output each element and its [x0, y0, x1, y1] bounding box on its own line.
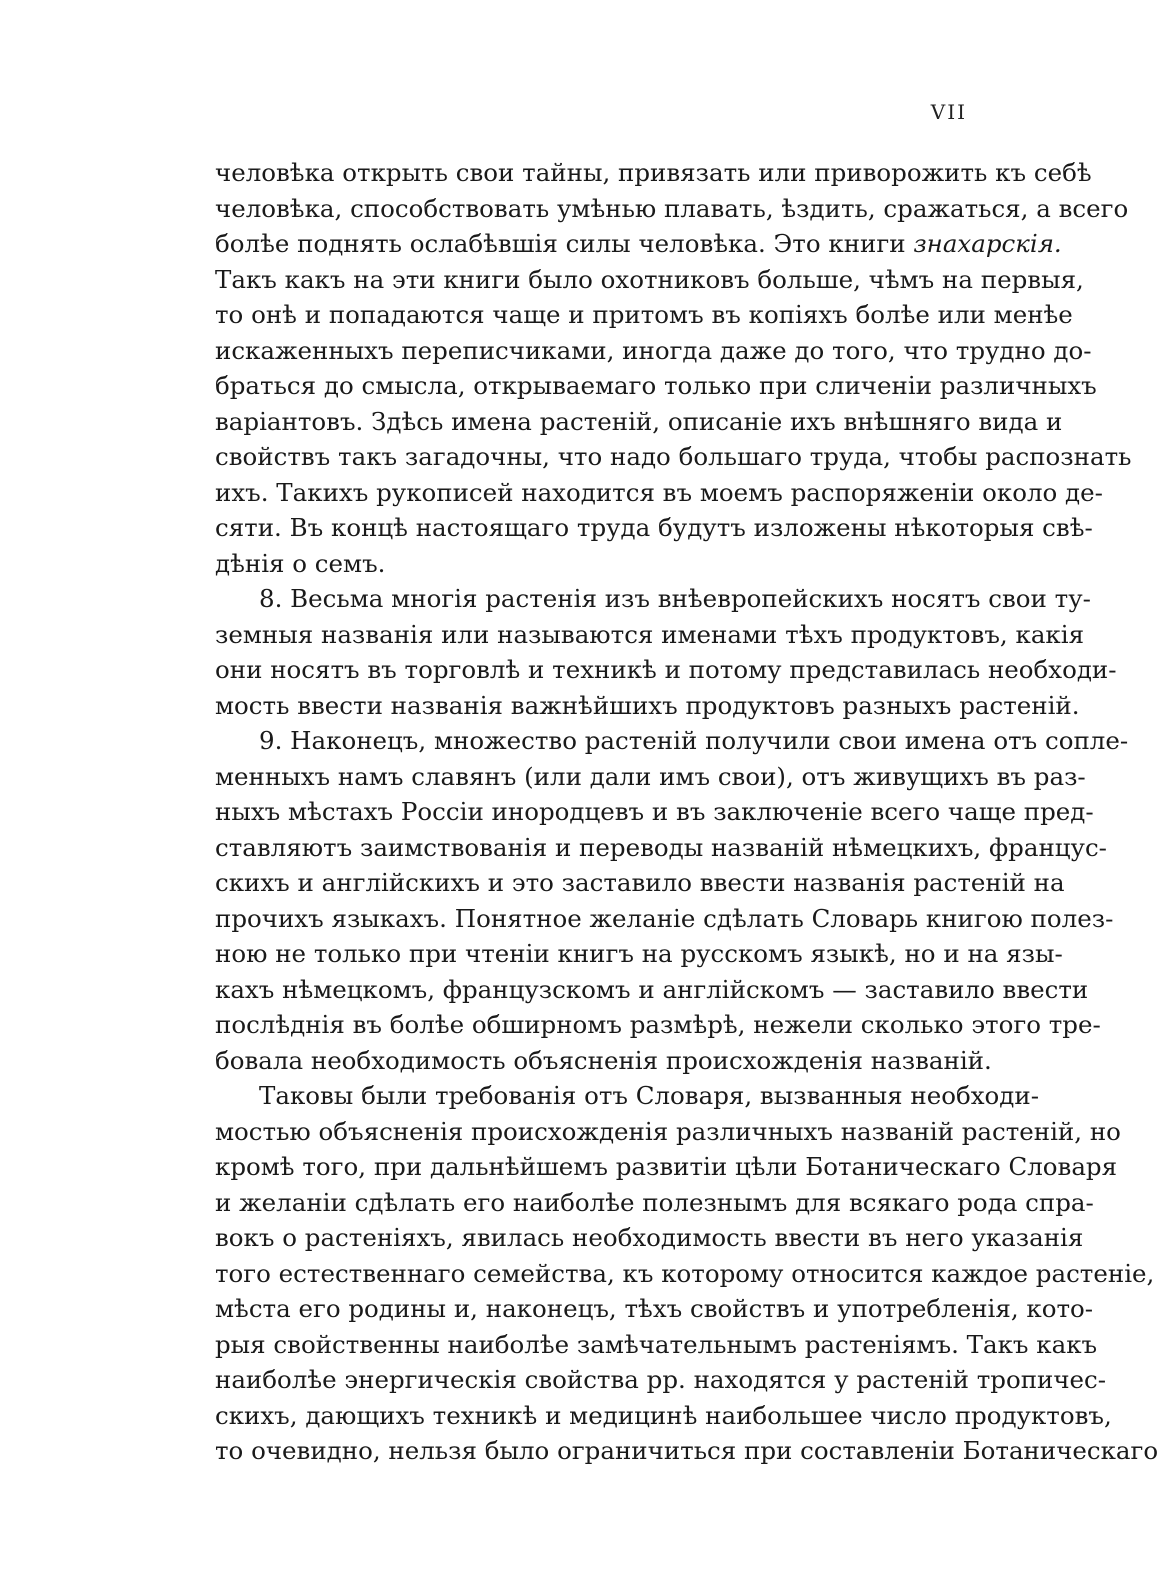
text-line: мѣста его родины и, наконецъ, тѣхъ свойствъ и употребленія, кото-	[215, 1294, 1094, 1323]
text-line: бовала необходимость объясненія происхожденія названій.	[215, 1045, 992, 1075]
text-line: мостью объясненія происхожденія различныхъ названій растеній, но	[215, 1116, 1121, 1146]
text-line: варіантовъ. Здѣсь имена растеній, описаніе ихъ внѣшняго вида и	[215, 406, 1063, 436]
text-line: земныя названія или называются именами тѣхъ продуктовъ, какія	[215, 619, 1085, 649]
text-line: ною не только при чтеніи книгъ на русскомъ языкѣ, но и на язы-	[215, 939, 1063, 968]
text-line: Такъ какъ на эти книги было охотниковъ больше, чѣмъ на первыя,	[215, 264, 1084, 294]
page-number: VII	[930, 100, 967, 124]
text-line: менныхъ намъ славянъ (или дали имъ свои), отъ живущихъ въ раз-	[215, 761, 1086, 791]
text-line: 9. Наконецъ, множество растеній получили свои имена отъ сопле-	[259, 726, 1129, 755]
paragraph-2	[215, 581, 1117, 723]
text-line: сяти. Въ концѣ настоящаго труда будутъ изложены нѣкоторыя свѣ-	[215, 513, 1093, 542]
paragraph-4	[215, 1078, 1159, 1469]
text-line: болѣе поднять ослабѣвшія силы человѣка. Это книги знахарскія.	[215, 229, 1062, 258]
text-line: послѣднія въ болѣе обширномъ размѣрѣ, нежели сколько этого тре-	[215, 1010, 1101, 1039]
text-line: Таковы были требованія отъ Словаря, вызванныя необходи-	[259, 1081, 1039, 1110]
text-line: свойствъ такъ загадочны, что надо большаго труда, чтобы распознать	[215, 442, 1132, 471]
text-line: ставляютъ заимствованія и переводы названій нѣмецкихъ, францус-	[215, 832, 1107, 862]
text-line: прочихъ языкахъ. Понятное желаніе сдѣлать Словарь книгою полез-	[215, 903, 1114, 933]
text-line: ихъ. Такихъ рукописей находится въ моемъ распоряженіи около де-	[215, 477, 1103, 507]
text-line: кромѣ того, при дальнѣйшемъ развитіи цѣли Ботаническаго Словаря	[215, 1152, 1118, 1181]
body-text	[215, 155, 1159, 1469]
text-line: человѣка, способствовать умѣнью плавать, ѣздить, сражаться, а всего	[215, 193, 1129, 223]
text-line: браться до смысла, открываемаго только при сличеніи различныхъ	[215, 371, 1097, 400]
text-line: то очевидно, нельзя было ограничиться при составленіи Ботаническаго	[215, 1436, 1159, 1465]
text-line: вокъ о растеніяхъ, явилась необходимость ввести въ него указанія	[215, 1223, 1084, 1252]
text-line: то онѣ и попадаются чаще и притомъ въ копіяхъ болѣе или менѣе	[215, 300, 1073, 329]
text-line: кахъ нѣмецкомъ, французскомъ и англійскомъ — заставило ввести	[215, 974, 1089, 1004]
paragraph-1	[215, 155, 1132, 581]
text-line: наиболѣе энергическія свойства рр. находятся у растеній тропичес-	[215, 1365, 1107, 1394]
text-line: они носятъ въ торговлѣ и техникѣ и потому представилась необходи-	[215, 655, 1117, 684]
text-line: 8. Весьма многія растенія изъ внѣевропейскихъ носятъ свои ту-	[259, 584, 1091, 613]
text-line: скихъ, дающихъ техникѣ и медицинѣ наибольшее число продуктовъ,	[215, 1400, 1112, 1430]
text-line: искаженныхъ переписчиками, иногда даже до того, что трудно до-	[215, 335, 1092, 365]
text-line: того естественнаго семейства, къ которому относится каждое растеніе,	[215, 1258, 1155, 1288]
text-line: и желаніи сдѣлать его наиболѣе полезнымъ для всякаго рода спра-	[215, 1187, 1094, 1217]
text-line: мость ввести названія важнѣйшихъ продуктовъ разныхъ растеній.	[215, 690, 1080, 720]
text-line: человѣка открыть свои тайны, привязать или приворожить къ себѣ	[215, 158, 1092, 187]
text-line: дѣнія о семъ.	[215, 548, 386, 578]
text-line: ныхъ мѣстахъ Россіи инородцевъ и въ заключеніе всего чаще пред-	[215, 797, 1094, 826]
text-line: скихъ и англійскихъ и это заставило ввести названія растеній на	[215, 868, 1065, 897]
paragraph-3	[215, 723, 1129, 1078]
italic-word: знахарскія.	[913, 229, 1062, 258]
text-line: рыя свойственны наиболѣе замѣчательнымъ растеніямъ. Такъ какъ	[215, 1329, 1098, 1359]
